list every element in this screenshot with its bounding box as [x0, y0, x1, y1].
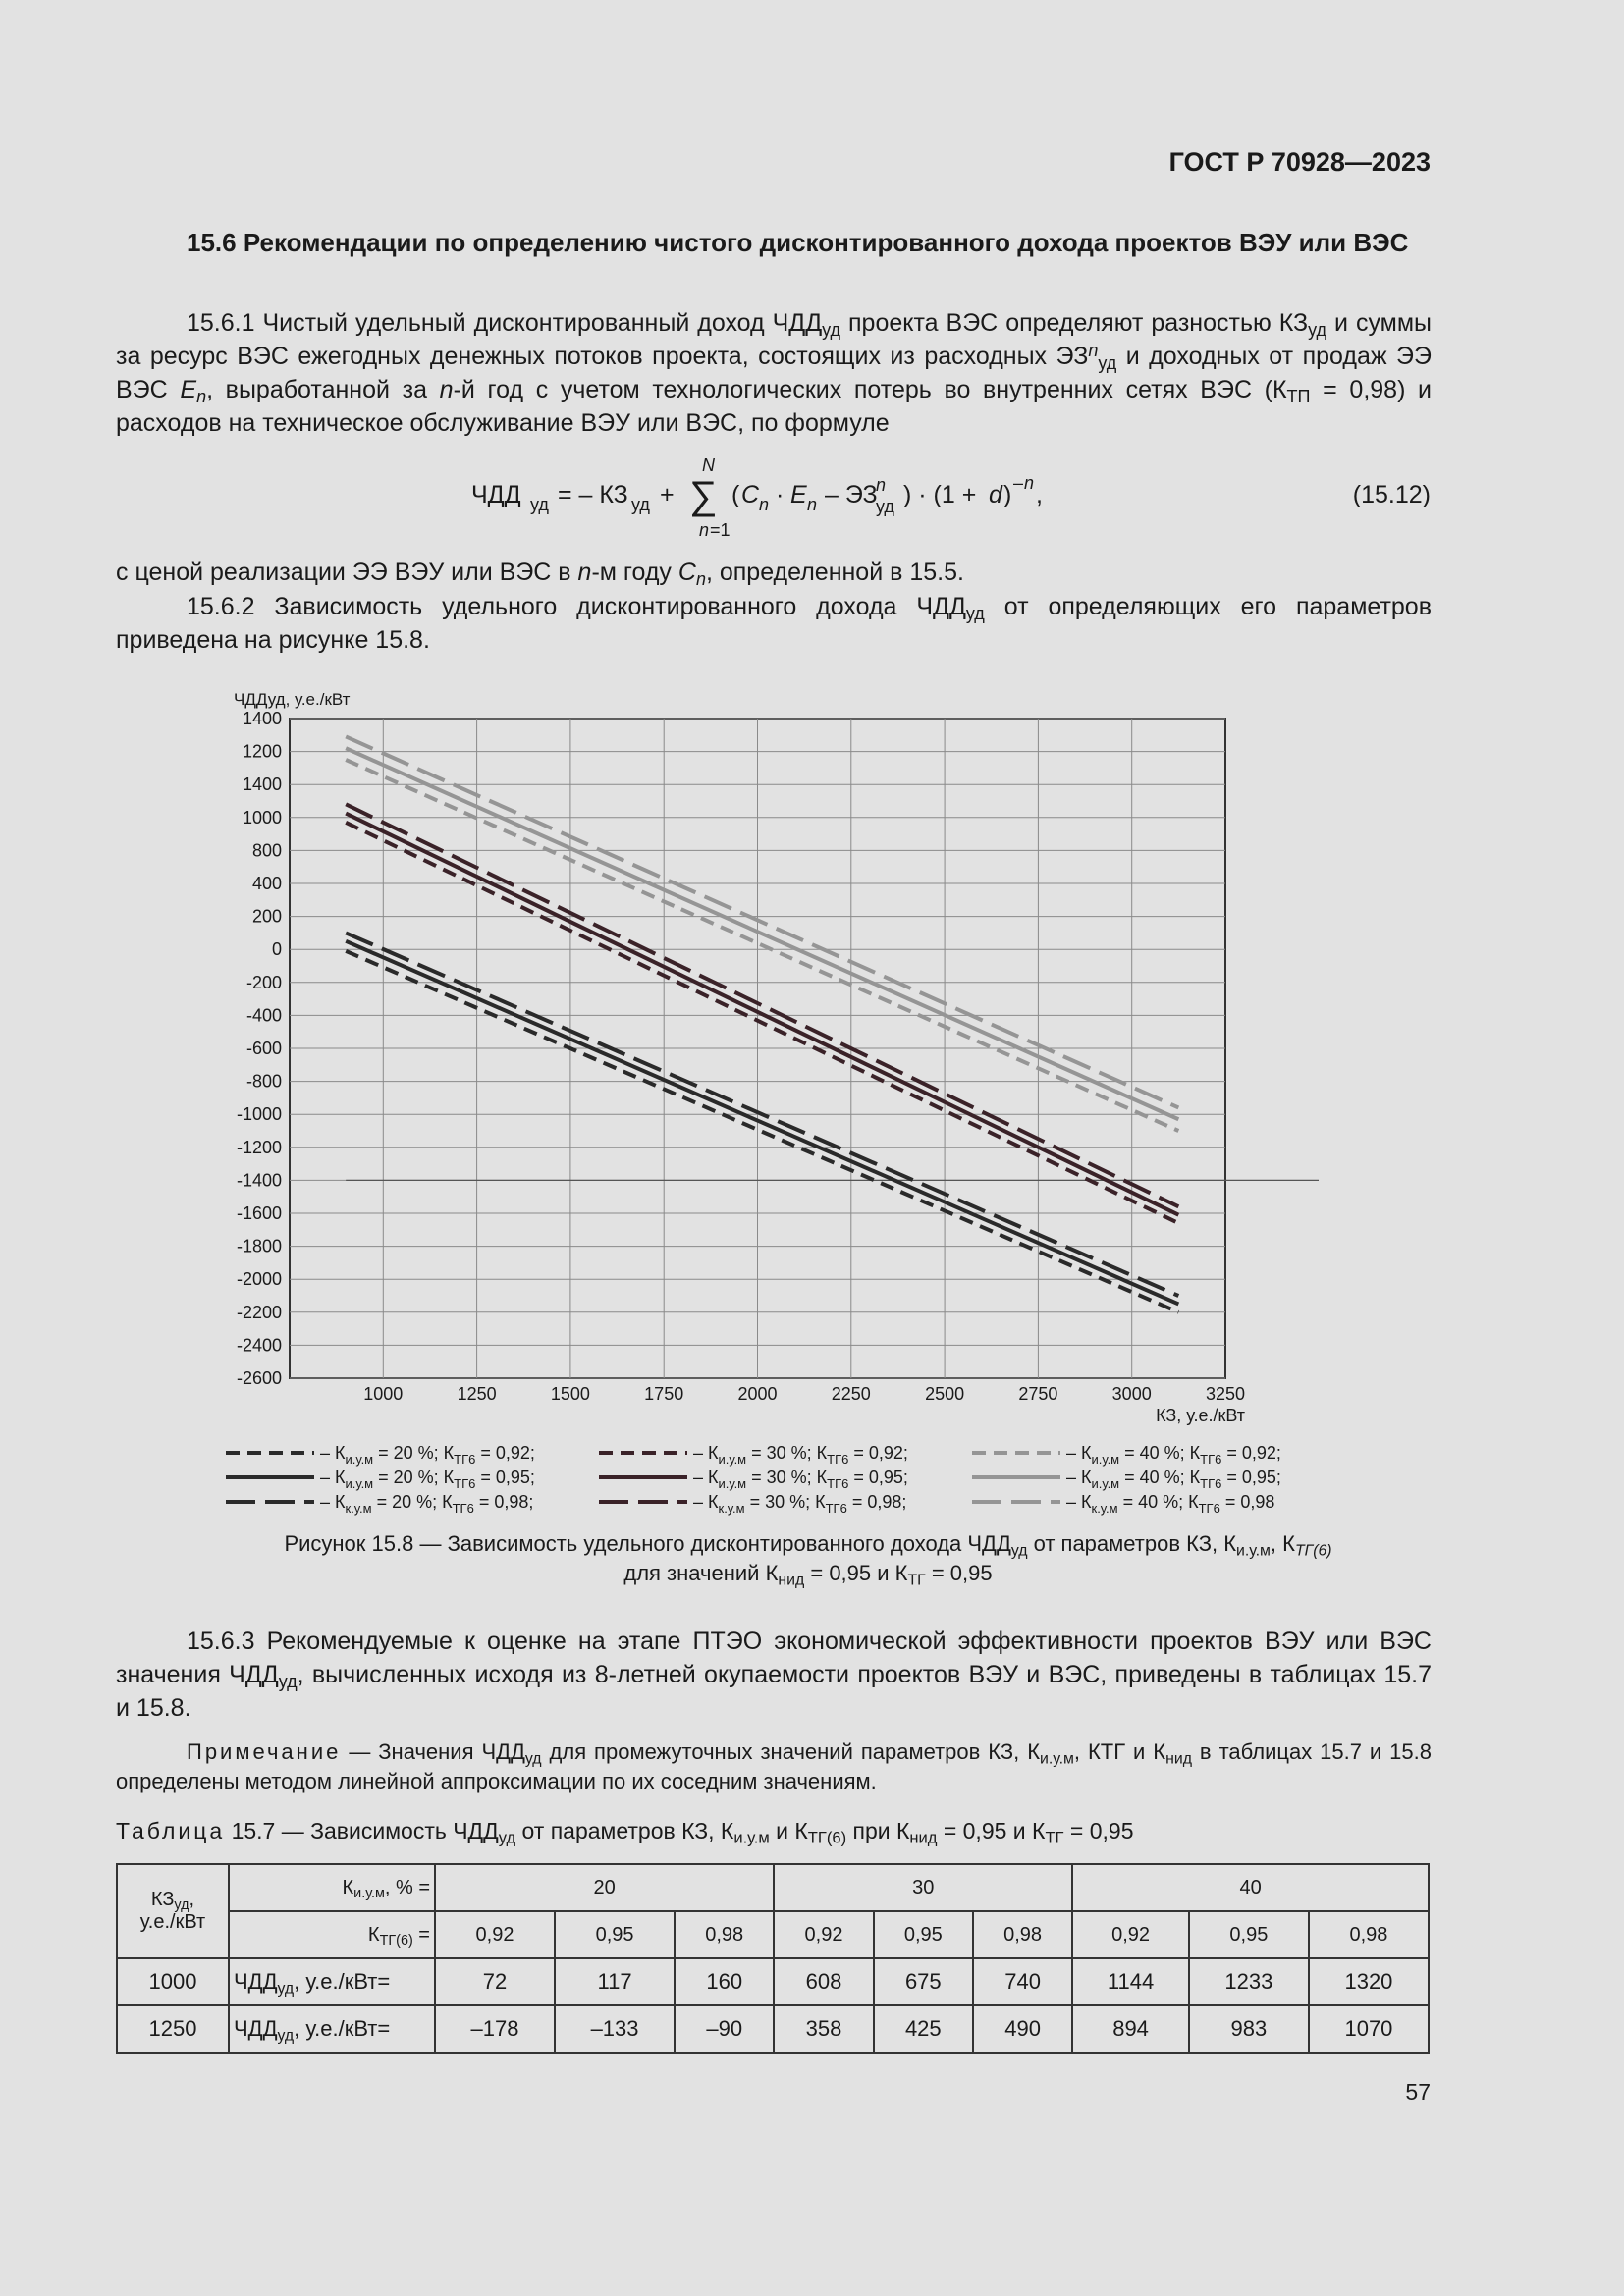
- table-cell: 358: [774, 2005, 873, 2053]
- y-tick-label: -1600: [236, 1203, 282, 1223]
- x-tick-label: 1250: [457, 1384, 497, 1404]
- standard-header: ГОСТ Р 70928—2023: [1168, 147, 1431, 177]
- ktg-value: 0,95: [874, 1911, 973, 1958]
- x-tick-label: 2000: [737, 1384, 778, 1404]
- table-row: [117, 2005, 1429, 2053]
- y-tick-label: -1400: [236, 1170, 282, 1191]
- ktg-value: 0,98: [675, 1911, 774, 1958]
- row-label: $ЧДД_{уд}$, у.е./кВт=: [229, 1958, 435, 2005]
- svg-text:+: +: [660, 481, 675, 508]
- table-cell: –90: [675, 2005, 774, 2053]
- table-cell: 425: [874, 2005, 973, 2053]
- y-tick-label: 1400: [242, 774, 282, 795]
- table-cell: 490: [973, 2005, 1072, 2053]
- y-tick-label: -800: [245, 1071, 282, 1092]
- y-tick-label: 1000: [242, 807, 282, 828]
- ktg-value: 0,92: [1072, 1911, 1189, 1958]
- group-header: 30: [774, 1864, 1072, 1911]
- paragraph-after-formula: с ценой реализации ЭЭ ВЭУ или ВЭС в n-м году $C_n$, определенной в 15.5.: [116, 559, 964, 590]
- svg-text:– ЭЗ: – ЭЗ: [825, 481, 878, 508]
- chart-legend: [226, 1435, 1345, 1514]
- legend-label: – $К_{и.у.м} = 20$ %; $К_{ТГ6} = 0,95$;: [320, 1468, 535, 1491]
- formula-15-12: [471, 454, 1434, 542]
- group-header: 40: [1072, 1864, 1429, 1911]
- legend-label: – $К_{и.у.м} = 20$ %; $К_{ТГ6} = 0,92$;: [320, 1443, 535, 1467]
- svg-text:n: n: [1024, 473, 1035, 493]
- svg-text:уд: уд: [631, 495, 650, 514]
- y-tick-label: 0: [271, 939, 282, 960]
- y-axis-label: ЧДДуд, у.е./кВт: [234, 690, 351, 709]
- x-tick-label: 3250: [1205, 1384, 1246, 1404]
- table-cell: –178: [435, 2005, 555, 2053]
- table-cell: 675: [874, 1958, 973, 2005]
- y-tick-label: -1200: [236, 1137, 282, 1157]
- table-cell: 1320: [1309, 1958, 1429, 2005]
- x-tick-label: 1000: [363, 1384, 404, 1404]
- legend-label: – $К_{и.у.м} = 30$ %; $К_{ТГ6} = 0,95$;: [693, 1468, 908, 1491]
- table-cell: 894: [1072, 2005, 1189, 2053]
- y-tick-label: -1800: [236, 1236, 282, 1256]
- ktg-value: 0,98: [1309, 1911, 1429, 1958]
- table-title: Таблица 15.7 — Зависимость $ЧДД_{уд}$ от параметров КЗ, $К_{и.у.м}$ и $К_{ТГ(6)}$ при $К_{нид} = 0,95$ и $К_{ТГ} = 0,95$: [116, 1818, 1134, 1847]
- legend-label: – $К_{и.у.м} = 30$ %; $К_{ТГ6} = 0,92$;: [693, 1443, 908, 1467]
- legend-svg: [226, 1435, 1345, 1514]
- svg-text:уд: уд: [876, 497, 894, 516]
- kz-cell: 1000: [117, 1958, 229, 2005]
- svg-text:n: n: [759, 495, 770, 514]
- table-cell: 1070: [1309, 2005, 1429, 2053]
- paragraph-15-6-1: 15.6.1 Чистый удельный дисконтированный доход $ЧДД_{уд}$ проекта ВЭС определяют разностью $КЗ_{уд}$ и суммы за ресурс ВЭС ежегодных денежных потоков проекта, состоящих из расходных $ЭЗ^n_{уд}$ и доходных от продаж ЭЭ ВЭС $E_n$, выработанной за n-й год с учетом технологических потерь во внутренних сетях ВЭС $(К_{ТП} = 0,98)$ и расходов на техническое обслуживание ВЭУ или ВЭС, по формуле: [116, 309, 1433, 437]
- table-cell: 160: [675, 1958, 774, 2005]
- group-header: 20: [435, 1864, 774, 1911]
- row-label: $ЧДД_{уд}$, у.е./кВт=: [229, 2005, 435, 2053]
- svg-text:d: d: [989, 481, 1002, 508]
- svg-text:·: ·: [776, 481, 785, 508]
- figure-caption: Рисунок 15.8 — Зависимость удельного дисконтированного дохода $ЧДД_{уд}$ от параметров КЗ, $К_{и.у.м}$, $К_{ТГ(6)}$ для значений $К_{нид} = 0,95$ и $К_{ТГ} = 0,95$: [284, 1531, 1332, 1589]
- table-cell: 117: [555, 1958, 675, 2005]
- page-number: 57: [1405, 2079, 1431, 2105]
- y-tick-label: 400: [251, 874, 282, 893]
- legend-label: – $К_{к.у.м} = 20$ %; $К_{ТГ6} = 0,98$;: [320, 1492, 534, 1516]
- svg-text:n: n: [807, 495, 818, 514]
- y-tick-label: 1400: [242, 709, 282, 728]
- table-cell: 608: [774, 1958, 873, 2005]
- svg-text:= – КЗ: = – КЗ: [558, 481, 628, 508]
- svg-text:(: (: [731, 481, 740, 508]
- svg-text:∑: ∑: [689, 474, 718, 517]
- section-title: 15.6 Рекомендации по определению чистого дисконтированного дохода проектов ВЭУ или ВЭС: [187, 228, 1409, 257]
- x-tick-label: 3000: [1111, 1384, 1152, 1404]
- table-cell: 983: [1189, 2005, 1309, 2053]
- y-tick-label: -200: [245, 972, 282, 992]
- ktg-value: 0,95: [1189, 1911, 1309, 1958]
- table-cell: 72: [435, 1958, 555, 2005]
- table-15-7: [116, 1863, 1430, 2054]
- legend-label: – $К_{и.у.м} = 40$ %; $К_{ТГ6} = 0,92$;: [1066, 1443, 1281, 1467]
- paragraph-15-6-3: 15.6.3 Рекомендуемые к оценке на этапе ПТЭО экономической эффективности проектов ВЭУ или ВЭС значения $ЧДД_{уд}$, вычисленных исходя из 8-летней окупаемости проектов ВЭУ и ВЭС, приведены в таблицах 15.7 и 15.8.: [116, 1628, 1432, 1722]
- svg-text:–: –: [1013, 473, 1024, 493]
- paragraph-15-6-2: 15.6.2 Зависимость удельного дисконтированного дохода $ЧДД_{уд}$ от определяющих его параметров приведена на рисунке 15.8.: [116, 593, 1432, 654]
- formula-graphic: [471, 454, 1100, 542]
- svg-text:=1: =1: [710, 520, 731, 540]
- ktg-value: 0,92: [435, 1911, 555, 1958]
- x-tick-label: 1500: [550, 1384, 590, 1404]
- kz-cell: 1250: [117, 2005, 229, 2053]
- svg-text:C: C: [741, 481, 760, 508]
- x-tick-label: 2250: [831, 1384, 871, 1404]
- y-tick-label: -1000: [236, 1104, 282, 1125]
- ktg-value: 0,98: [973, 1911, 1072, 1958]
- y-tick-label: -600: [245, 1039, 282, 1058]
- x-tick-label: 2500: [925, 1384, 965, 1404]
- legend-label: – $К_{к.у.м} = 30$ %; $К_{ТГ6} = 0,98$;: [693, 1492, 907, 1516]
- svg-text:n: n: [876, 475, 887, 495]
- table-cell: 1144: [1072, 1958, 1189, 2005]
- chart-figure: [226, 677, 1326, 1425]
- y-tick-label: -400: [245, 1005, 282, 1026]
- ktg-value: 0,92: [774, 1911, 873, 1958]
- y-tick-label: 1200: [242, 741, 282, 762]
- y-tick-label: -2400: [236, 1335, 282, 1356]
- table-row: [117, 1958, 1429, 2005]
- table-cell: –133: [555, 2005, 675, 2053]
- svg-text:ЧДД: ЧДД: [471, 481, 521, 508]
- kz-header: $КЗ_{уд}$, у.е./кВт: [117, 1864, 229, 1958]
- table-cell: 740: [973, 1958, 1072, 2005]
- svg-text:n: n: [699, 520, 710, 540]
- kium-header: $К_{и.у.м}$, % =: [229, 1864, 435, 1911]
- svg-text:) · (1 +: ) · (1 +: [903, 481, 977, 508]
- y-tick-label: -2600: [236, 1368, 282, 1388]
- formula-number: (15.12): [1352, 481, 1431, 508]
- legend-label: – $К_{и.у.м} = 40$ %; $К_{ТГ6} = 0,95$;: [1066, 1468, 1281, 1491]
- ktg-header: $К_{ТГ(6)}$ =: [229, 1911, 435, 1958]
- y-tick-label: 800: [251, 840, 282, 861]
- svg-text:E: E: [790, 481, 807, 508]
- chart-svg: [226, 677, 1326, 1425]
- table-cell: 1233: [1189, 1958, 1309, 2005]
- svg-text:N: N: [702, 455, 715, 475]
- x-tick-label: 1750: [644, 1384, 684, 1404]
- y-tick-label: 200: [251, 906, 282, 927]
- y-tick-label: -2200: [236, 1302, 282, 1322]
- x-axis-label: КЗ, у.е./кВт: [1156, 1406, 1245, 1425]
- svg-text:,: ,: [1036, 481, 1043, 508]
- svg-text:уд: уд: [530, 495, 549, 514]
- x-tick-label: 2750: [1018, 1384, 1058, 1404]
- note: Примечание — Значения $ЧДД_{уд}$ для промежуточных значений параметров КЗ, $К_{и.у.м}$, КТГ и $К_{нид}$ в таблицах 15.7 и 15.8 определены методом линейной аппроксимации по их соседним значениям.: [116, 1739, 1432, 1793]
- svg-text:): ): [1003, 481, 1012, 508]
- ktg-value: 0,95: [555, 1911, 675, 1958]
- legend-label: – $К_{к.у.м} = 40$ %; $К_{ТГ6} = 0,98$: [1066, 1492, 1275, 1516]
- y-tick-label: -2000: [236, 1269, 282, 1290]
